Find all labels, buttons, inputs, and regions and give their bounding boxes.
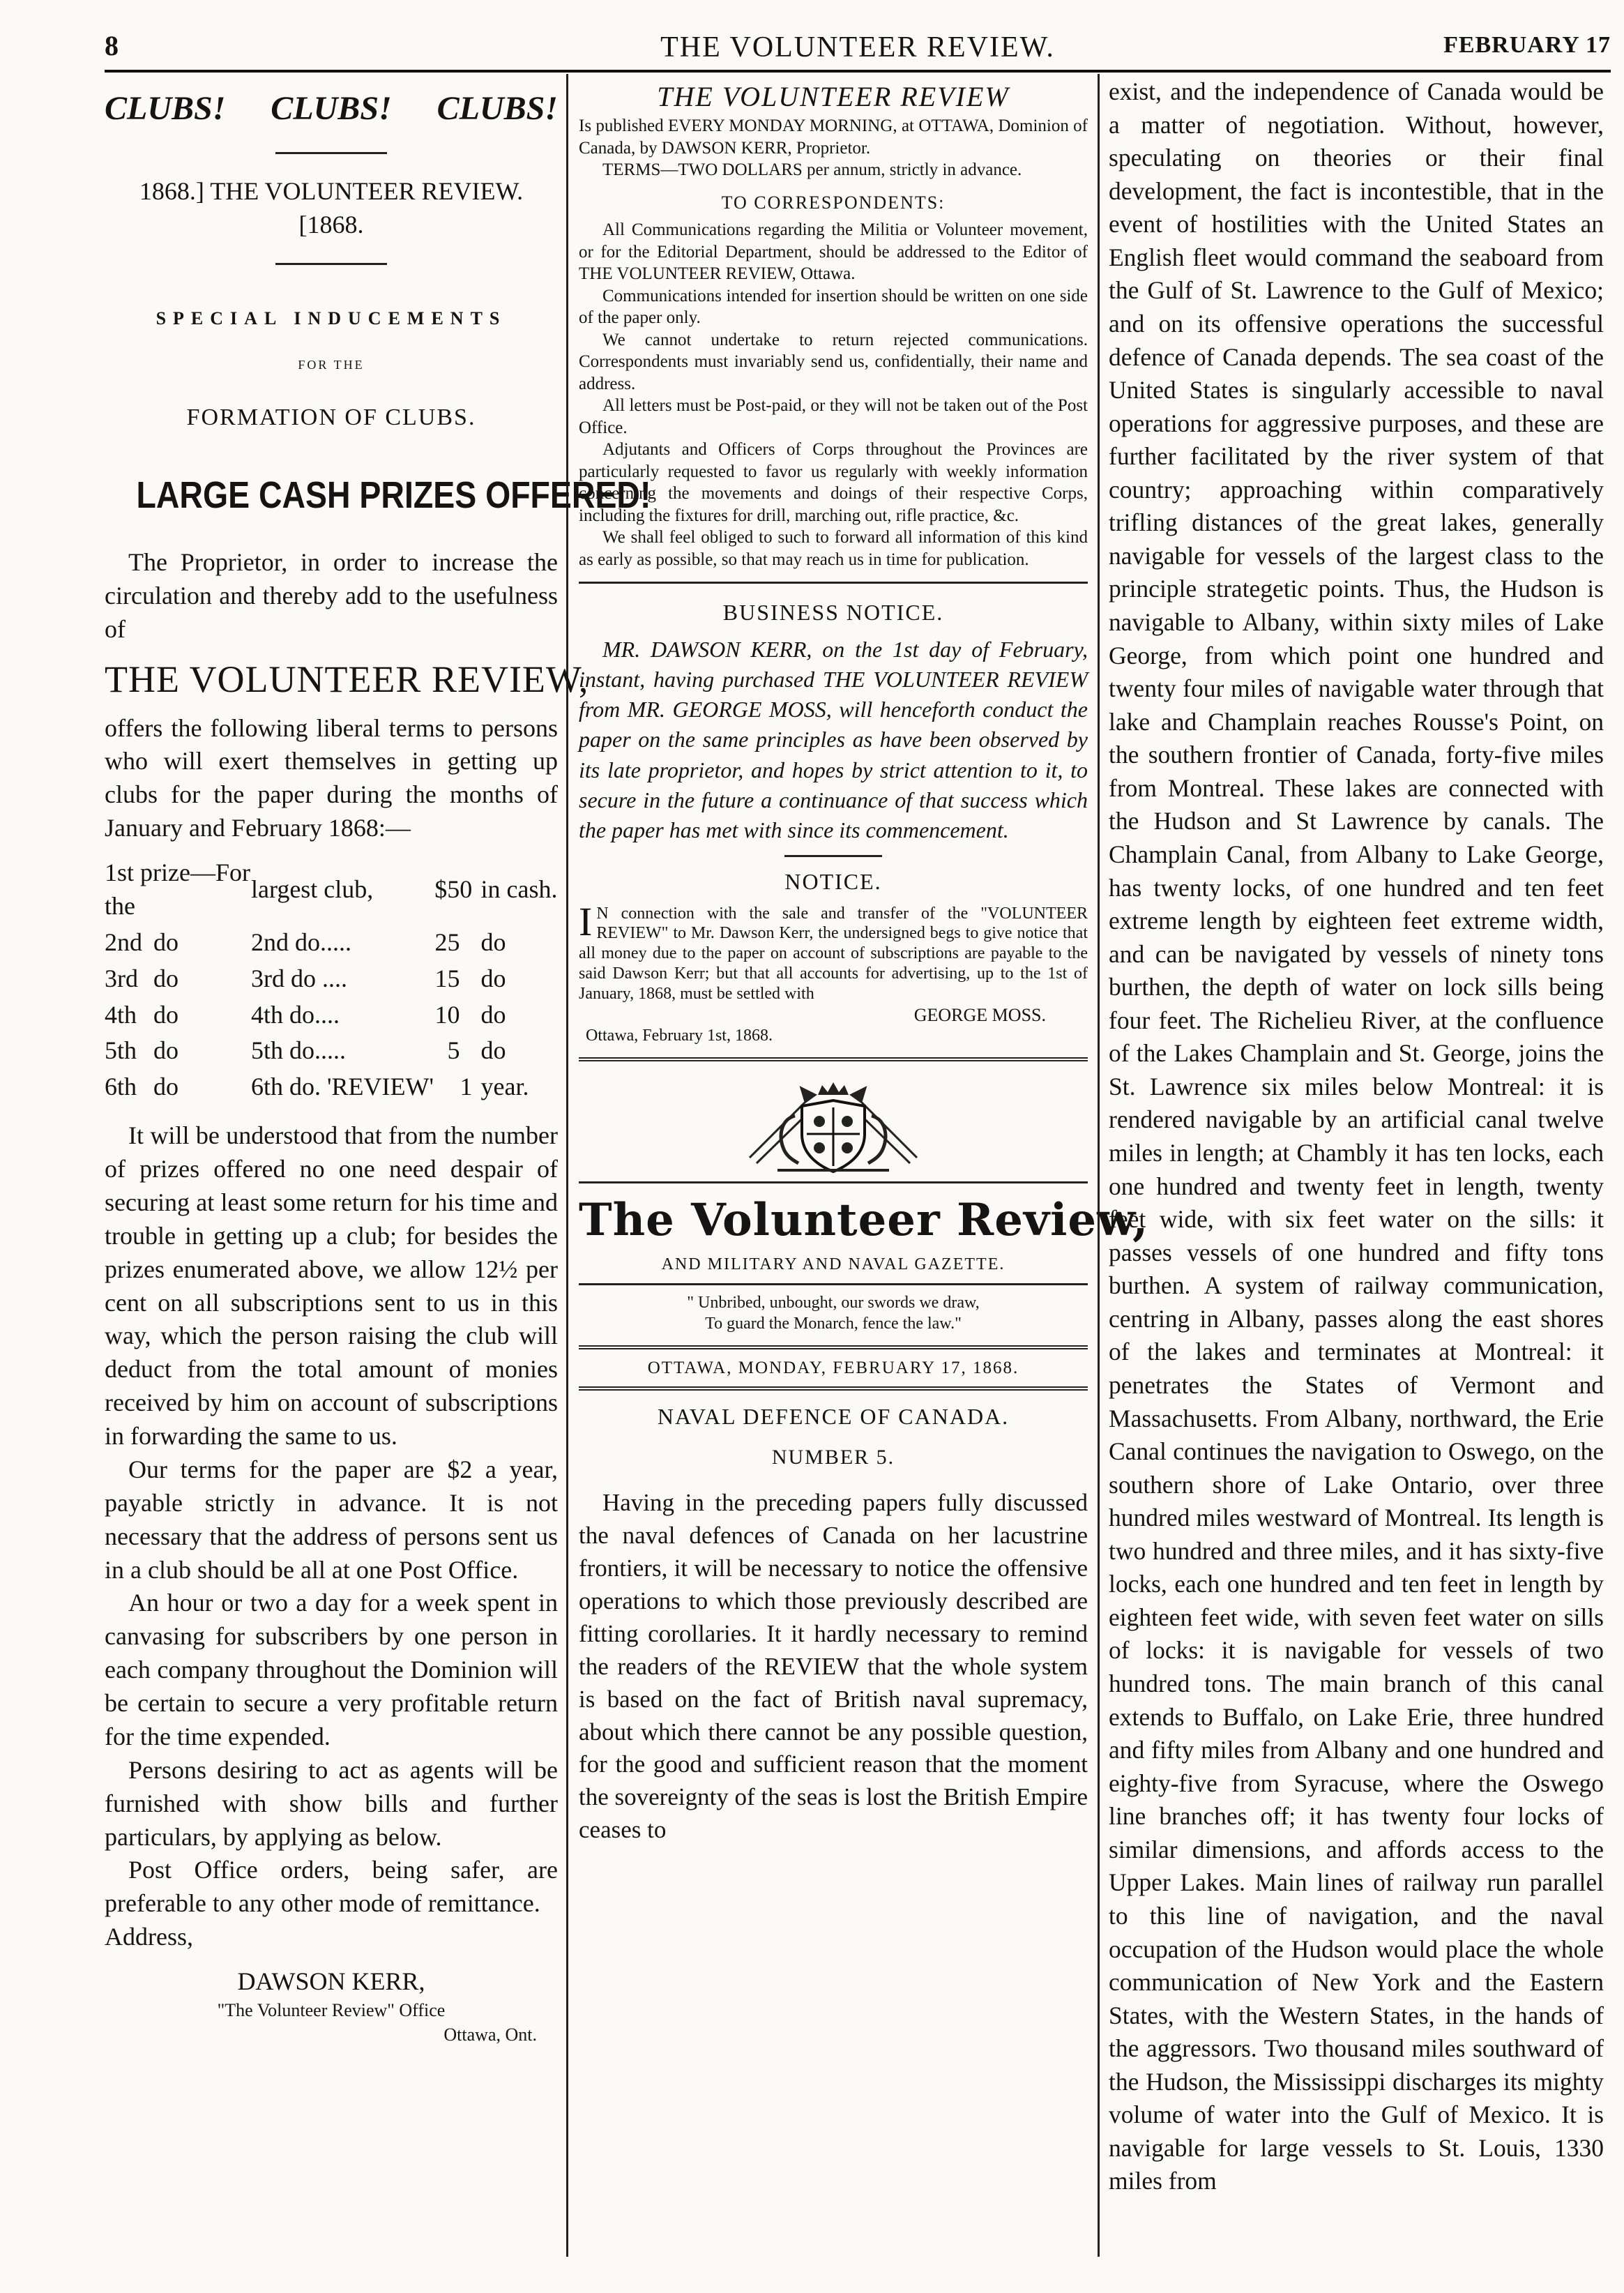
divider <box>579 1386 1088 1391</box>
article-continuation: exist, and the independence of Canada would be a matter of negotiation. Without, however, speculating on theories or their final development, the fact is incontestible, that in the event of hostilities with the United States an English fleet would command the seaboard from the Gulf of St. Lawrence to the Gulf of Mexico; and on its offensive operations the successful defence of Canada depends. The sea coast of the United States is singularly accessible to naval operations for aggressive purposes, and these are further facilitated by the river system of that country; approaching within comparatively trifling distances of the great lakes, generally navigable for vessels of the largest class to the principle strategetic points. Thus, the Hudson is navigable to Albany, within sixty miles of Lake George, from which point one hundred and twenty four miles of navigable water through that lake and Champlain reaches Rousse's Point, on the southern frontier of Canada, forty-five miles from Montreal. These lakes are connected with the Hudson and St Lawrence by canals. The Champlain Canal, from Albany to Lake George, has twenty locks, of one hundred and ten feet extreme length by eighteen feet extreme width, and can be navigated by vessels of ninety tons burthen, the depth of water on lock sills being four feet. The Richelieu River, at the confluence of the Lakes Champlain and St. George, joins the St. Lawrence six miles below Montreal: it is rendered navigable by an artificial canal twelve miles in length; at Chambly it has ten locks, each one hundred and twenty feet in length, twenty feet wide, with six feet water on the sills: it passes vessels of one hundred and fifty tons burthen. A system of railway communication, centring in Albany, passes along the east shores of the lakes and terminates at Montreal: it penetrates the States of Vermont and Massachusetts. From Albany, northward, the Erie Canal continues the navigation to Oswego, on the southern shore of Lake Ontario, over three hundred miles westward of Montreal. Its length is two hundred and three miles, and it has sixty-five locks, each one hundred and ten feet in length by eighteen feet wide, with seven feet water on sills of locks: it is navigable for vessels of two hundred tons. The main branch of this canal extends to Buffalo, on Lake Erie, three hundred and fifty miles from Albany and one hundred and eighty-five from Syracuse, where the Oswego line branches off; it has twenty four locks of similar dimensions, and affords access to the Upper Lakes. Main lines of railway run parallel to this line of navigation, and the naval occupation of the Hudson would place the whole communication of New York and the Eastern States, with the Western States, in the hands of the aggressors. Two thousand miles southward of the Hudson, the Mississippi discharges its mighty volume of water into the Gulf of Mexico. It is navigable for large vessels to St. Louis, 1330 miles from <box>1109 77 1604 2195</box>
clubs-headline: CLUBS! CLUBS! CLUBS! <box>105 90 558 127</box>
divider <box>579 1283 1088 1285</box>
notice-text: I N connection with the sale and transfer of the "VOLUNTEER REVIEW" to Mr. Dawson Kerr, the undersigned begs to give notice that all money due to the paper on account of subscriptions are payable to the said Dawson Kerr; but that all accounts for advertising, up to the 1st of January, 1868, must be settled with <box>579 898 1088 1003</box>
notice-heading: NOTICE. <box>784 869 882 895</box>
newspaper-banner: The Volunteer Review, <box>579 1193 1149 1246</box>
correspondents-item: All letters must be Post-paid, or they will not be taken out of the Post Office. <box>579 396 1088 437</box>
article-opening: Having in the preceding papers fully discussed the naval defences of Canada on her lacustrine frontiers, it will be necessary to notice the offensive operations to which those previously described are fitting corollaries. It it hardly necessary to remind the readers of the REVIEW that the whole system is based on the fact of British naval supremacy, about which there cannot be any possible question, for the good and sufficient reason that the moment the sovereignty of the seas is lost the British Empire ceases to <box>579 1489 1088 1844</box>
table-row: 4th do 4th do.... 10 do <box>105 1000 506 1029</box>
formation-heading: FORMATION OF CLUBS. <box>186 404 476 431</box>
correspondents-item: We cannot undertake to return rejected communications. Correspondents must invariably send us, confidentially, their name and address. <box>579 330 1088 393</box>
divider <box>275 152 387 154</box>
gazette-subtitle: AND MILITARY AND NAVAL GAZETTE. <box>661 1255 1005 1273</box>
column-rule-2 <box>1098 74 1100 2257</box>
remittance-paragraph: Post Office orders, being safer, are preferable to any other mode of remittance. <box>105 1856 558 1918</box>
masthead-title: THE VOLUNTEER REVIEW <box>657 81 1010 112</box>
column-article-continued <box>1109 75 1604 2198</box>
signature-name: DAWSON KERR, <box>237 1967 425 1996</box>
agents-paragraph: Persons desiring to act as agents will be furnished with show bills and further particulars, by applying as below. <box>105 1755 558 1851</box>
divider <box>579 1181 1088 1183</box>
header-rule <box>105 70 1611 73</box>
divider <box>579 582 1088 584</box>
motto-line-2: To guard the Monarch, fence the law." <box>705 1314 962 1333</box>
prizes-explanation: It will be understood that from the number of prizes offered no one need despair of securing at least some return for his time and trouble in getting up a club; for besides the prizes enumerated above, we allow 12½ per cent on all subscriptions sent to us in this way, which the person raising the club will deduct from the total amount of monies received by him on account of subscriptions in forwarding the same to us. <box>105 1121 558 1451</box>
special-inducements-heading: SPECIAL INDUCEMENTS <box>155 308 507 328</box>
table-row: 2nd do 2nd do..... 25 do <box>105 928 506 956</box>
column-rule-1 <box>566 74 568 2257</box>
correspondents-item: Adjutants and Officers of Corps throughout the Provinces are particularly requested to favor us regularly with weekly information concerning the movements and doings of their respective Corps, including the fixtures for drill, marching out, rifle practice, &c. <box>579 440 1088 525</box>
newspaper-title: THE VOLUNTEER REVIEW. <box>660 31 1055 63</box>
page-header <box>105 29 1611 71</box>
correspondents-heading: TO CORRESPONDENTS: <box>721 192 946 213</box>
notice-drop-cap: I <box>579 898 593 944</box>
divider <box>579 1345 1088 1349</box>
page-number: 8 <box>105 30 119 61</box>
column-masthead <box>579 75 1149 1847</box>
table-row: 5th do 5th do..... 5 do <box>105 1036 506 1065</box>
prize-table <box>105 855 558 1105</box>
notice-signature: GEORGE MOSS. <box>913 1004 1046 1025</box>
offers-paragraph: offers the following liberal terms to persons who will exert themselves in getting up clubs for the paper during the months of January and February 1868:— <box>105 713 558 842</box>
divider <box>579 1057 1088 1061</box>
canvas-paragraph: An hour or two a day for a week spent in canvasing for subscribers by one person in each company throughout the Dominion will be certain to secure a very profitable return for the time expended. <box>105 1589 558 1750</box>
signature-city: Ottawa, Ont. <box>443 2024 537 2045</box>
table-row: 3rd do 3rd do .... 15 do <box>105 964 506 992</box>
divider <box>275 263 387 265</box>
article-number: NUMBER 5. <box>771 1446 895 1469</box>
year-line: 1868.] THE VOLUNTEER REVIEW. [1868. <box>139 176 524 239</box>
prizes-headline: LARGE CASH PRIZES OFFERED! <box>136 474 651 517</box>
table-row: 6th do 6th do. 'REVIEW' 1 year. <box>105 1073 529 1101</box>
terms-paragraph: Our terms for the paper are $2 a year, payable strictly in advance. It is not necessary that the address of persons sent us in a club should be all at one Post Office. <box>105 1455 558 1584</box>
signature-office: "The Volunteer Review" Office <box>217 1999 446 2020</box>
publication-info: Is published EVERY MONDAY MORNING, at OTTAWA, Dominion of Canada, by DAWSON KERR, Proprietor. <box>579 116 1088 158</box>
address-label: Address, <box>105 1923 193 1951</box>
correspondents-item: Communications intended for insertion should be written on one side of the paper only. <box>579 286 1088 328</box>
business-notice-heading: BUSINESS NOTICE. <box>722 600 944 626</box>
divider <box>784 855 882 857</box>
column-clubs-advert <box>105 75 651 2047</box>
article-title: NAVAL DEFENCE OF CANADA. <box>657 1403 1010 1429</box>
page-date: FEBRUARY 17 <box>1443 32 1611 58</box>
correspondents-item: We shall feel obliged to such to forward all information of this kind as early as possible, so that may reach us in time for publication. <box>579 528 1088 569</box>
royal-arms-emblem-icon <box>729 1074 938 1179</box>
paper-name-display: THE VOLUNTEER REVIEW, <box>105 658 589 700</box>
for-the-label: FOR THE <box>298 358 365 372</box>
table-row: 1st prize—For the largest club, $50 in cash. <box>105 858 558 920</box>
intro-paragraph: The Proprietor, in order to increase the circulation and thereby add to the usefulness of <box>105 548 558 643</box>
correspondents-item: All Communications regarding the Militia or Volunteer movement, or for the Editorial Department, should be addressed to the Editor of THE VOLUNTEER REVIEW, Ottawa. <box>579 220 1088 284</box>
business-notice-text: MR. DAWSON KERR, on the 1st day of February, instant, having purchased THE VOLUNTEER REVIEW from MR. GEORGE MOSS, will henceforth conduct the paper on the same principles as have been observed by its late proprietor, and hopes by strict attention to it, to secure in the future a continuance of that success which the paper has met with since its commencement. <box>579 636 1088 842</box>
motto-line-1: " Unbribed, unbought, our swords we draw, <box>687 1293 980 1312</box>
notice-date: Ottawa, February 1st, 1868. <box>586 1026 773 1045</box>
issue-dateline: OTTAWA, MONDAY, FEBRUARY 17, 1868. <box>647 1358 1019 1377</box>
subscription-terms: TERMS—TWO DOLLARS per annum, strictly in advance. <box>602 160 1022 180</box>
